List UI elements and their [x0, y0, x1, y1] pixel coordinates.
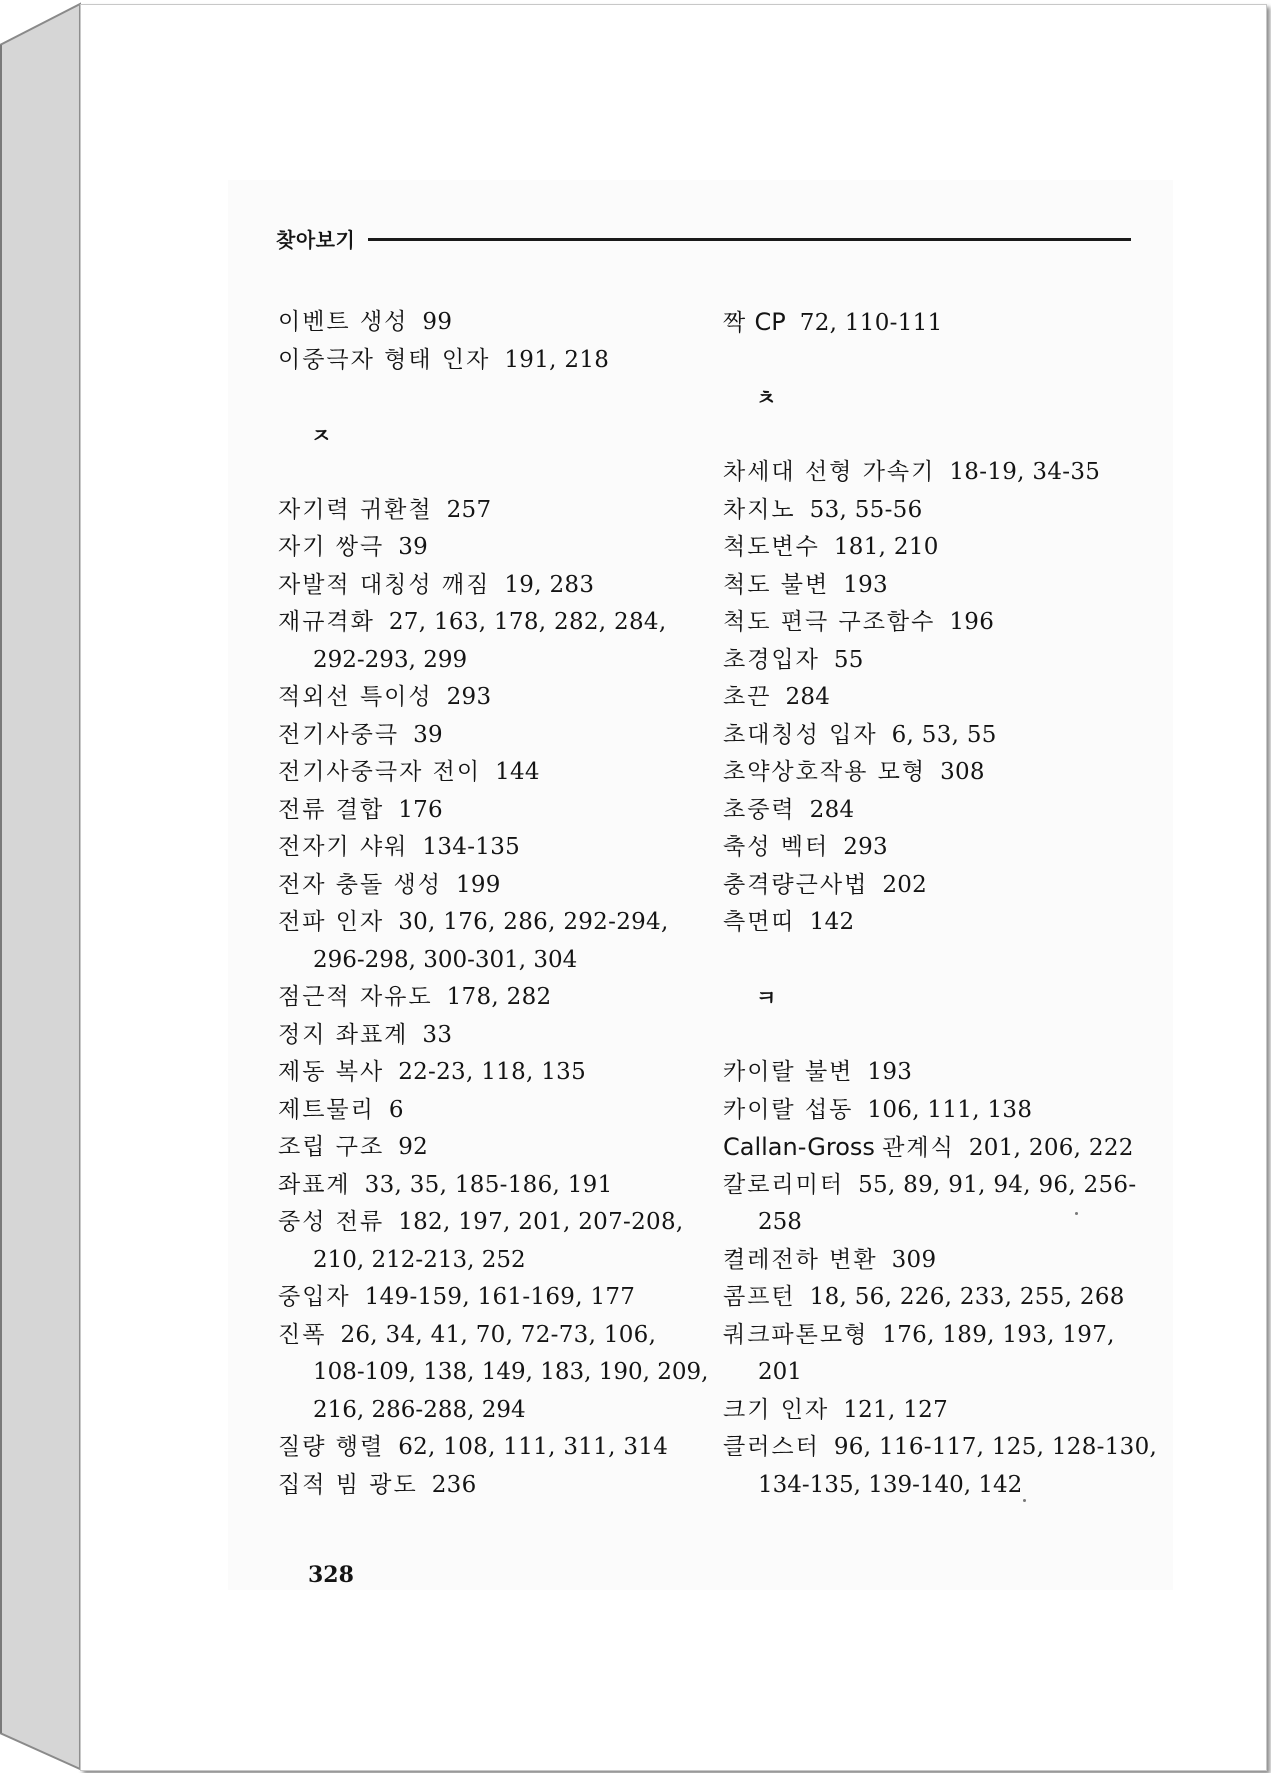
entry-term: 자기 쌍극	[278, 534, 385, 560]
entry-term: 척도변수	[723, 534, 820, 560]
entry-pages: 181, 210	[833, 534, 939, 560]
index-entry	[723, 679, 1153, 717]
index-entry-continuation	[278, 1242, 708, 1280]
entry-term: 이중극자 형태 인자	[278, 346, 491, 373]
entry-term: 카이랄 섭동	[723, 1096, 854, 1123]
entry-term: 진폭	[278, 1321, 327, 1348]
entry-term: 축성 벡터	[723, 834, 830, 860]
entry-term: 관계식	[882, 1135, 955, 1161]
entry-term: 재규격화	[278, 609, 375, 635]
index-entry	[278, 1167, 708, 1205]
scan-speck	[1075, 1212, 1078, 1215]
index-entry	[723, 454, 1153, 492]
section-letter: ㅈ	[311, 422, 332, 448]
index-column-left	[278, 304, 708, 1504]
page-number: 328	[308, 1562, 354, 1588]
entry-pages: 309	[891, 1246, 937, 1273]
entry-term: 조립 구조	[278, 1134, 385, 1160]
entry-term: 중입자	[278, 1284, 351, 1310]
entry-term: 크기 인자	[723, 1396, 830, 1423]
index-entry-continuation	[278, 942, 708, 980]
entry-pages: 6, 53, 55	[891, 721, 997, 748]
spacer	[278, 454, 708, 492]
index-entry	[723, 792, 1153, 830]
index-entry	[723, 829, 1153, 867]
spacer	[723, 417, 1153, 455]
spacer	[723, 942, 1153, 980]
index-entry	[278, 1467, 708, 1505]
entry-pages: 201, 206, 222	[968, 1135, 1134, 1161]
index-entry	[278, 754, 708, 792]
entry-pages: 258	[758, 1209, 802, 1235]
entry-pages: 196	[949, 609, 995, 635]
entry-term: 이벤트 생성	[278, 309, 409, 335]
index-entry	[278, 1429, 708, 1467]
scan-speck	[1023, 1499, 1026, 1502]
entry-pages: 72, 110-111	[799, 310, 943, 336]
index-entry	[723, 717, 1153, 755]
entry-pages: 39	[413, 721, 443, 748]
index-entry	[278, 1129, 708, 1167]
entry-pages: 92	[398, 1134, 429, 1160]
entry-pages: 18, 56, 226, 233, 255, 268	[809, 1284, 1125, 1310]
entry-term: 자발적 대칭성 깨짐	[278, 571, 491, 598]
index-entry	[278, 342, 708, 380]
index-entry	[278, 829, 708, 867]
entry-term: 차지노	[723, 496, 796, 523]
entry-pages: 18-19, 34-35	[949, 459, 1101, 485]
entry-pages: 210, 212-213, 252	[313, 1246, 526, 1273]
entry-term: 클러스터	[723, 1434, 820, 1460]
index-entry	[278, 1092, 708, 1130]
entry-pages: 284	[785, 684, 831, 710]
entry-pages: 144	[495, 759, 540, 785]
entry-term: 점근적 자유도	[278, 984, 433, 1010]
spacer	[723, 342, 1153, 380]
index-entry	[723, 1392, 1153, 1430]
index-entry	[278, 867, 708, 905]
entry-pages: 216, 286-288, 294	[313, 1396, 526, 1423]
index-entry-continuation	[723, 1354, 1153, 1392]
entry-term: 짝	[723, 310, 748, 336]
entry-pages: 201	[758, 1359, 802, 1385]
index-entry	[278, 529, 708, 567]
entry-term: 차세대 선형 가속기	[723, 459, 936, 485]
entry-pages: 62, 108, 111, 311, 314	[398, 1434, 669, 1460]
entry-pages: 106, 111, 138	[867, 1096, 1033, 1123]
entry-pages: 55	[833, 646, 864, 673]
index-entry	[278, 904, 708, 942]
entry-term: 전기사중극	[278, 721, 400, 748]
index-entry	[723, 492, 1153, 530]
entry-pages: 308	[940, 759, 985, 785]
entry-term: 정지 좌표계	[278, 1021, 409, 1048]
entry-pages: 293	[843, 834, 888, 860]
entry-pages: 27, 163, 178, 282, 284,	[388, 609, 667, 635]
entry-term: 카이랄 불변	[723, 1059, 854, 1085]
entry-term-latin: Callan-Gross	[723, 1133, 875, 1161]
index-entry	[723, 1279, 1153, 1317]
entry-pages: 19, 283	[504, 571, 595, 598]
entry-pages: 292-293, 299	[313, 646, 468, 673]
index-entry	[723, 1054, 1153, 1092]
index-entry	[278, 604, 708, 642]
entry-term: 적외선 특이성	[278, 684, 433, 710]
index-entry	[278, 679, 708, 717]
index-entry	[278, 304, 708, 342]
index-entry	[278, 979, 708, 1017]
index-entry	[278, 717, 708, 755]
entry-pages: 6	[388, 1096, 404, 1123]
entry-pages: 296-298, 300-301, 304	[313, 946, 578, 973]
entry-pages: 134-135, 139-140, 142	[758, 1471, 1023, 1498]
index-entry	[723, 1092, 1153, 1130]
entry-term: 전류 결합	[278, 796, 385, 823]
entry-pages: 149-159, 161-169, 177	[364, 1284, 636, 1310]
entry-pages: 53, 55-56	[809, 496, 923, 523]
entry-pages: 193	[867, 1059, 913, 1085]
entry-term: 초경입자	[723, 646, 820, 673]
entry-pages: 39	[398, 534, 429, 560]
index-entry	[723, 1317, 1153, 1355]
index-entry	[723, 1429, 1158, 1467]
entry-pages: 257	[446, 496, 492, 523]
entry-term: 제동 복사	[278, 1059, 385, 1085]
entry-pages: 176, 189, 193, 197,	[882, 1321, 1115, 1348]
entry-pages: 22-23, 118, 135	[398, 1059, 587, 1085]
index-entry	[723, 904, 1153, 942]
entry-pages: 96, 116-117, 125, 128-130,	[833, 1434, 1158, 1460]
section-letter: ㅊ	[756, 385, 777, 410]
index-entry	[278, 1054, 708, 1092]
entry-pages: 236	[431, 1471, 477, 1498]
entry-pages: 30, 176, 286, 292-294,	[398, 909, 669, 935]
index-entry	[723, 1167, 1153, 1205]
index-entry	[723, 604, 1153, 642]
entry-pages: 199	[455, 871, 501, 898]
entry-term: 초끈	[723, 684, 772, 710]
entry-pages: 182, 197, 201, 207-208,	[398, 1209, 684, 1235]
entry-term: 척도 불변	[723, 571, 830, 598]
index-entry	[723, 642, 1153, 680]
index-entry	[723, 1242, 1153, 1280]
index-entry	[278, 1204, 708, 1242]
entry-term: 전파 인자	[278, 909, 385, 935]
entry-term: 전자기 샤워	[278, 834, 409, 860]
index-entry	[723, 304, 1153, 342]
entry-pages: 142	[809, 909, 855, 935]
entry-pages: 33, 35, 185-186, 191	[364, 1171, 613, 1198]
entry-pages: 33	[422, 1021, 453, 1048]
entry-pages: 176	[398, 796, 443, 823]
index-entry	[278, 1279, 708, 1317]
entry-pages: 108-109, 138, 149, 183, 190, 209,	[313, 1359, 709, 1385]
entry-term: 초대칭성 입자	[723, 721, 878, 748]
index-entry-continuation	[278, 1354, 708, 1392]
entry-term: 칼로리미터	[723, 1171, 845, 1198]
index-entry	[278, 1317, 708, 1355]
entry-term: 초약상호작용 모형	[723, 759, 927, 785]
entry-term: 자기력 귀환철	[278, 496, 433, 523]
entry-pages: 178, 282	[446, 984, 552, 1010]
entry-pages: 99	[422, 309, 453, 335]
entry-term: 측면띠	[723, 909, 796, 935]
entry-term: 중성 전류	[278, 1209, 385, 1235]
index-entry-continuation	[723, 1467, 1153, 1505]
entry-pages: 191, 218	[504, 346, 610, 373]
entry-term: 충격량근사법	[723, 871, 869, 898]
index-entry	[723, 567, 1153, 605]
entry-term-latin: CP	[754, 308, 786, 336]
index-entry	[723, 1129, 1153, 1167]
entry-term: 좌표계	[278, 1171, 351, 1198]
index-entry	[278, 567, 708, 605]
index-entry	[278, 492, 708, 530]
index-entry	[723, 529, 1153, 567]
spacer	[723, 1017, 1153, 1055]
index-entry	[278, 1017, 708, 1055]
entry-pages: 193	[843, 571, 888, 598]
entry-term: 초중력	[723, 796, 796, 823]
entry-pages: 55, 89, 91, 94, 96, 256-	[858, 1171, 1137, 1198]
header-rule	[368, 238, 1131, 241]
index-entry	[723, 867, 1153, 905]
entry-pages: 293	[446, 684, 492, 710]
entry-term: 콤프턴	[723, 1284, 796, 1310]
index-entry	[278, 792, 708, 830]
entry-term: 집적 빔 광도	[278, 1471, 418, 1498]
entry-term: 켤레전하 변환	[723, 1246, 878, 1273]
entry-pages: 134-135	[422, 834, 521, 860]
entry-term: 전기사중극자 전이	[278, 759, 482, 785]
entry-term: 제트물리	[278, 1096, 375, 1123]
entry-term: 전자 충돌 생성	[278, 871, 442, 898]
index-entry-continuation	[278, 1392, 708, 1430]
spacer	[278, 379, 708, 417]
entry-pages: 202	[882, 871, 928, 898]
index-entry-continuation	[278, 642, 708, 680]
entry-term: 척도 편극 구조함수	[723, 609, 936, 635]
entry-pages: 121, 127	[843, 1396, 949, 1423]
index-entry	[723, 754, 1153, 792]
section-letter: ㅋ	[756, 985, 777, 1010]
entry-pages: 284	[809, 796, 855, 823]
entry-term: 질량 행렬	[278, 1434, 385, 1460]
entry-term: 쿼크파톤모형	[723, 1321, 869, 1348]
running-head: 찾아보기	[276, 228, 356, 252]
entry-pages: 26, 34, 41, 70, 72-73, 106,	[340, 1321, 657, 1348]
index-column-right	[723, 304, 1158, 1504]
index-entry-continuation	[723, 1204, 1153, 1242]
